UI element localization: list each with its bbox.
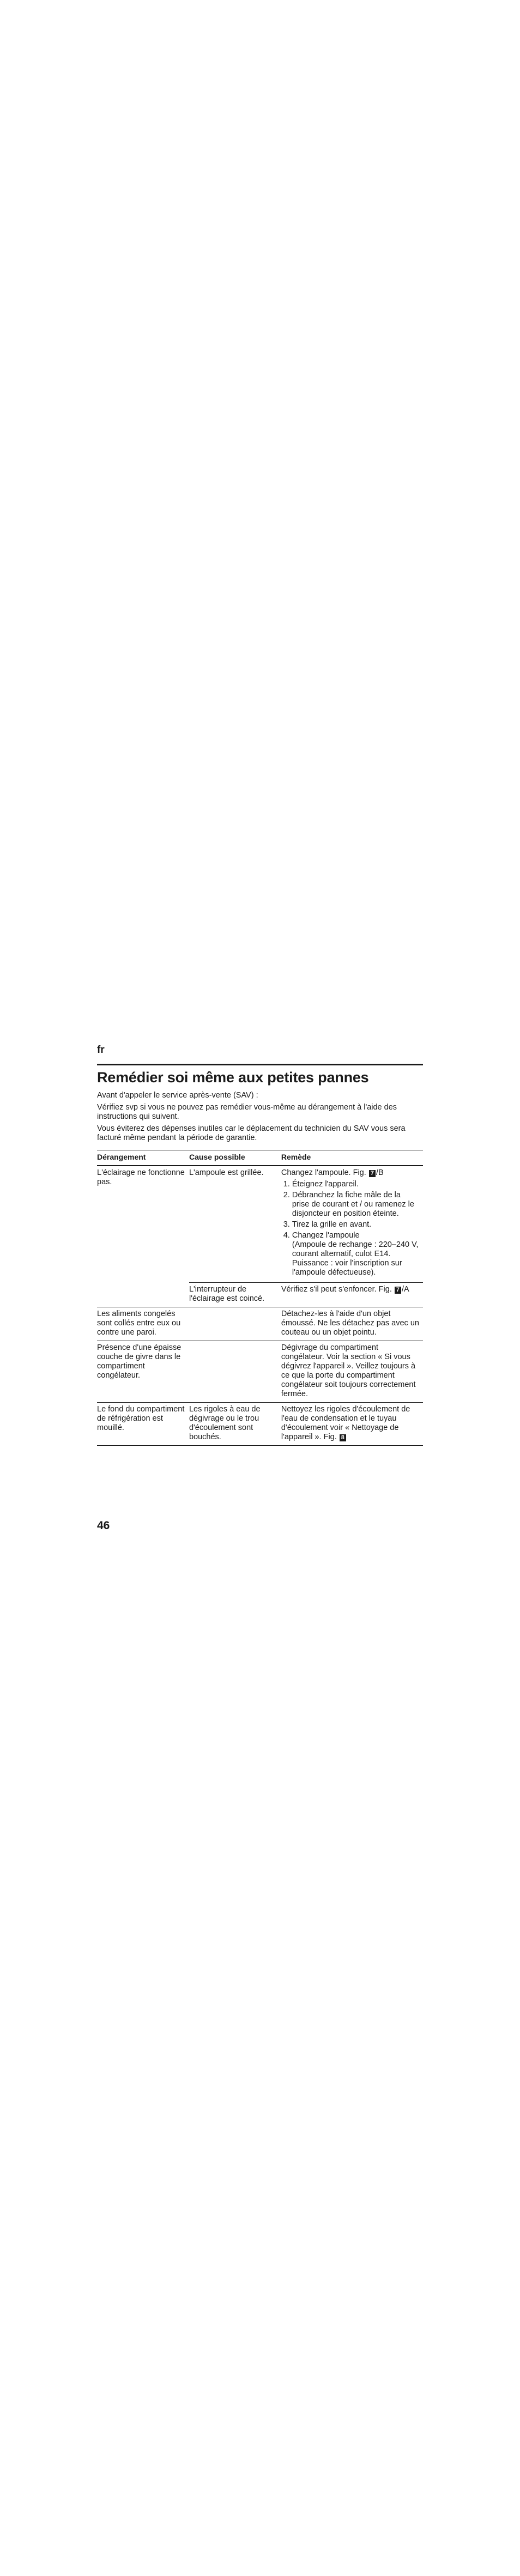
header-rule bbox=[97, 1064, 423, 1065]
troubleshooting-table bbox=[97, 1150, 423, 1446]
cause-cell bbox=[189, 1341, 281, 1403]
remedy-cell bbox=[281, 1403, 423, 1446]
step-text: Changez l'ampoule bbox=[292, 1231, 360, 1240]
intro-paragraph-2: Vérifiez svp si vous ne pouvez pas remédier vous-même au dérangement à l'aide des instructions qui suivent. bbox=[97, 1103, 397, 1121]
list-item: 1. Éteignez l'appareil. bbox=[292, 1180, 420, 1189]
figure-ref-badge: 7 bbox=[395, 1287, 401, 1294]
header-remedy: Remède bbox=[281, 1150, 423, 1166]
remedy-text: Nettoyez les rigoles d'écoulement de l'eau de condensation et le tuyau d'écoulement voir « Nettoyage de l'appareil ». Fig. bbox=[281, 1405, 410, 1441]
fault-cell: L'éclairage ne fonctionne pas. bbox=[97, 1166, 189, 1307]
page-number: 46 bbox=[97, 1519, 110, 1532]
list-item: 2. Débranchez la fiche mâle de la prise de courant et / ou ramenez le disjoncteur en position éteinte. bbox=[292, 1191, 420, 1219]
steps-list bbox=[281, 1180, 420, 1277]
figure-ref-suffix: /B bbox=[376, 1168, 384, 1177]
remedy-cell bbox=[281, 1166, 423, 1283]
page-title: Remédier soi même aux petites pannes bbox=[97, 1069, 369, 1086]
table-row bbox=[97, 1166, 423, 1283]
cause-cell bbox=[189, 1307, 281, 1341]
header-fault: Dérangement bbox=[97, 1150, 189, 1166]
cause-cell: L'ampoule est grillée. bbox=[189, 1166, 281, 1283]
header-cause: Cause possible bbox=[189, 1150, 281, 1166]
remedy-cell bbox=[281, 1283, 423, 1307]
table-header-row bbox=[97, 1150, 423, 1166]
language-label: fr bbox=[97, 1044, 105, 1056]
remedy-text: Changez l'ampoule. Fig. bbox=[281, 1168, 366, 1177]
list-item: 3. Tirez la grille en avant. bbox=[292, 1220, 420, 1229]
intro-paragraph-1: Avant d'appeler le service après-vente (SAV) : bbox=[97, 1091, 258, 1100]
list-item bbox=[292, 1231, 420, 1277]
figure-ref-badge: 7 bbox=[369, 1170, 376, 1177]
figure-ref-badge: 8 bbox=[340, 1434, 346, 1441]
fault-cell: Présence d'une épaisse couche de givre dans le compartiment congélateur. bbox=[97, 1341, 189, 1403]
figure-ref-suffix: /A bbox=[402, 1285, 409, 1294]
remedy-cell: Détachez-les à l'aide d'un objet émoussé. Ne les détachez pas avec un couteau ou un objet pointu. bbox=[281, 1307, 423, 1341]
cause-cell: Les rigoles à eau de dégivrage ou le trou d'écoulement sont bouchés. bbox=[189, 1403, 281, 1446]
intro-paragraph-3: Vous éviterez des dépenses inutiles car le déplacement du technicien du SAV vous sera facturé même pendant la période de garantie. bbox=[97, 1124, 406, 1142]
table-row bbox=[97, 1307, 423, 1341]
fault-cell: Les aliments congelés sont collés entre eux ou contre une paroi. bbox=[97, 1307, 189, 1341]
step-note: (Ampoule de rechange : 220–240 V, courant alternatif, culot E14. Puissance : voir l'inscription sur l'ampoule défectueuse). bbox=[292, 1240, 419, 1277]
table-row bbox=[97, 1403, 423, 1446]
table-row bbox=[97, 1341, 423, 1403]
remedy-text: Vérifiez s'il peut s'enfoncer. Fig. bbox=[281, 1285, 392, 1294]
fault-cell: Le fond du compartiment de réfrigération est mouillé. bbox=[97, 1403, 189, 1446]
cause-cell: L'interrupteur de l'éclairage est coincé. bbox=[189, 1283, 281, 1307]
remedy-cell: Dégivrage du compartiment congélateur. Voir la section « Si vous dégivrez l'appareil ». Veillez toujours à ce que la porte du compartiment congélateur soit toujours correctement fermée. bbox=[281, 1341, 423, 1403]
